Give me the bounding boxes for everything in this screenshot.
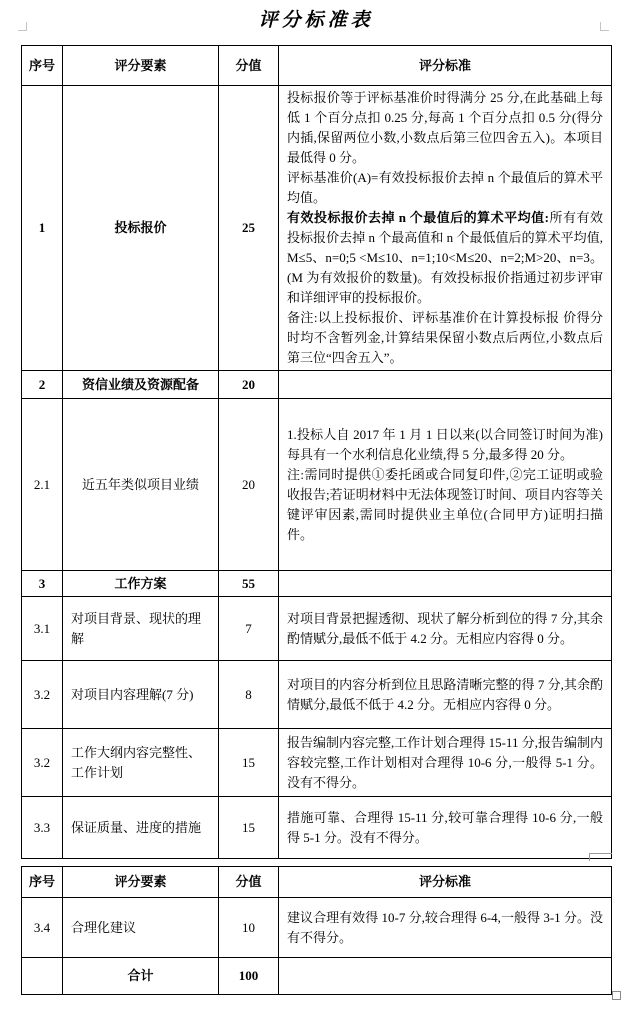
cell-criteria <box>279 399 612 571</box>
criteria-paragraph: 投标报价等于评标基准价时得满分 25 分,在此基础上每低 1 个百分点扣 0.25 分,每高 1 个百分点扣 0.5 分(得分内插,保留两位小数,小数点后第三位四舍五入)。本项目最低得 0 分。 <box>287 90 603 165</box>
document-page <box>21 8 611 995</box>
criteria-paragraph: 注:需同时提供①委托函或合同复印件,②完工证明或验收报告;若证明材料中无法体现签订时间、项目内容等关键评审因素,需同时提供业主单位(合同甲方)证明扫描件。 <box>287 466 603 542</box>
header-cell-score: 分值 <box>219 46 279 86</box>
cell-score: 7 <box>219 597 279 661</box>
cell-factor: 近五年类似项目业绩 <box>63 399 219 571</box>
cell-score: 10 <box>219 898 279 958</box>
cell-criteria: 对项目背景把握透彻、现状了解分析到位的得 7 分,其余酌情赋分,最低不低于 4.2 分。无相应内容得 0 分。 <box>279 597 612 661</box>
criteria-bold-lead: 有效投标报价去掉 n 个最值后的算术平均值: <box>287 210 549 225</box>
header-cell-factor: 评分要素 <box>63 46 219 86</box>
table-row-3-1 <box>22 597 612 661</box>
table-row-3-4 <box>22 898 612 958</box>
header-cell-no: 序号 <box>22 46 63 86</box>
table-row-3 <box>22 571 612 597</box>
cell-score: 25 <box>219 86 279 371</box>
cell-no: 3.4 <box>22 898 63 958</box>
cell-factor: 对项目背景、现状的理解 <box>63 597 219 661</box>
cell-criteria <box>279 371 612 399</box>
cell-factor: 资信业绩及资源配备 <box>63 371 219 399</box>
cell-score: 55 <box>219 571 279 597</box>
cell-no: 3.2 <box>22 661 63 729</box>
cell-no: 2 <box>22 371 63 399</box>
cell-criteria: 报告编制内容完整,工作计划合理得 15-11 分,报告编制内容较完整,工作计划相对合理得 10-6 分,一般得 5-1 分。没有不得分。 <box>279 729 612 797</box>
table-row-3-3 <box>22 797 612 859</box>
header-cell-factor: 评分要素 <box>63 867 219 898</box>
criteria-paragraph: 1.投标人自 2017 年 1 月 1 日以来(以合同签订时间为准)每具有一个水利信息化业绩,得 5 分,最多得 20 分。 <box>287 426 603 462</box>
table-row-3-2 <box>22 661 612 729</box>
score-table-main <box>21 45 612 859</box>
table-row-2-1 <box>22 399 612 571</box>
score-table-continued <box>21 866 612 995</box>
cell-criteria: 措施可靠、合理得 15-11 分,较可靠合理得 10-6 分,一般得 5-1 分。没有不得分。 <box>279 797 612 859</box>
cell-no: 1 <box>22 86 63 371</box>
page-title: 评分标准表 <box>258 9 374 31</box>
header-cell-criteria: 评分标准 <box>279 46 612 86</box>
cell-no: 3 <box>22 571 63 597</box>
cell-factor: 合理化建议 <box>63 898 219 958</box>
table-size-handle <box>612 991 621 1000</box>
table-resize-mark <box>589 853 612 861</box>
cell-factor-total: 合计 <box>63 958 219 995</box>
header-cell-score: 分值 <box>219 867 279 898</box>
cell-criteria <box>279 958 612 995</box>
cell-criteria <box>279 571 612 597</box>
cell-criteria: 建议合理有效得 10-7 分,较合理得 6-4,一般得 3-1 分。没有不得分。 <box>279 898 612 958</box>
criteria-text: 所有有效投标报价去掉 n 个最高值和 n 个最低值后的算术平均值,M≤5、n=0;5 <M≤10、n=1;10<M≤20、n=2;M>20、n=3。 (M 为有效报价的数量)。有效投标报价指通过初步评审和详细评审的投标报价。 <box>287 210 603 305</box>
criteria-paragraph <box>287 208 603 308</box>
cell-score: 20 <box>219 371 279 399</box>
cell-criteria: 对项目的内容分析到位且思路清晰完整的得 7 分,其余酌情赋分,最低不低于 4.2 分。无相应内容得 0 分。 <box>279 661 612 729</box>
cell-factor: 工作大纲内容完整性、工作计划 <box>63 729 219 797</box>
criteria-paragraph: 评标基准价(A)=有效投标报价去掉 n 个最值后的算术平均值。 <box>287 170 603 205</box>
cell-score: 8 <box>219 661 279 729</box>
cell-factor: 工作方案 <box>63 571 219 597</box>
cell-factor: 保证质量、进度的措施 <box>63 797 219 859</box>
cell-factor: 对项目内容理解(7 分) <box>63 661 219 729</box>
cell-score: 20 <box>219 399 279 571</box>
cell-no <box>22 958 63 995</box>
header-cell-criteria: 评分标准 <box>279 867 612 898</box>
table-row-3-2b <box>22 729 612 797</box>
cell-no: 2.1 <box>22 399 63 571</box>
cell-no: 3.3 <box>22 797 63 859</box>
cell-no: 3.2 <box>22 729 63 797</box>
cell-factor: 投标报价 <box>63 86 219 371</box>
cell-score-total: 100 <box>219 958 279 995</box>
table-header-row <box>22 867 612 898</box>
cell-score: 15 <box>219 729 279 797</box>
table-row-2 <box>22 371 612 399</box>
cell-criteria <box>279 86 612 371</box>
table-header-row <box>22 46 612 86</box>
header-cell-no: 序号 <box>22 867 63 898</box>
cell-score: 15 <box>219 797 279 859</box>
cell-no: 3.1 <box>22 597 63 661</box>
table-row-total <box>22 958 612 995</box>
table-row-1 <box>22 86 612 371</box>
criteria-paragraph: 备注:以上投标报价、评标基准价在计算投标报 价得分时均不含暂列金,计算结果保留小数点后两位,小数点后第三位“四舍五入”。 <box>287 310 603 365</box>
